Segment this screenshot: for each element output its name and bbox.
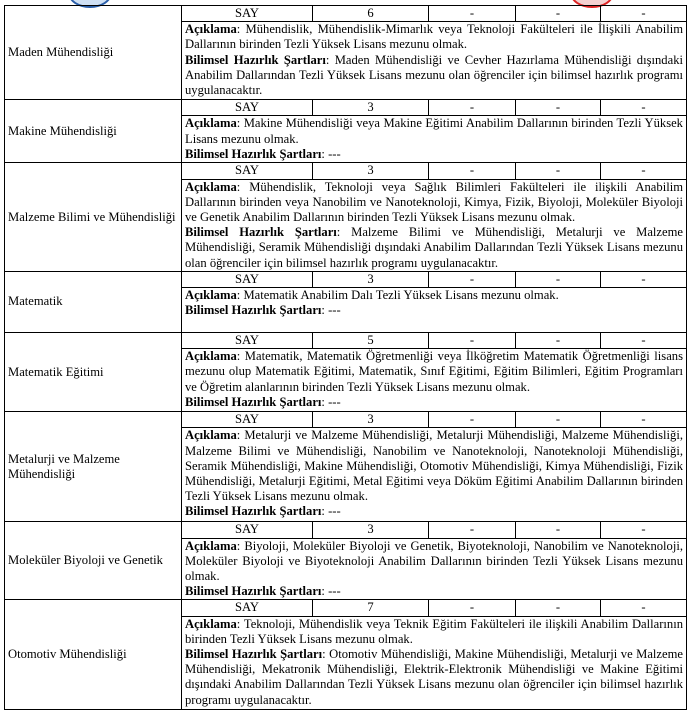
aciklama-paragraph: Açıklama: Matematik, Matematik Öğretmenliği veya İlköğretim Matematik Öğretmenliği lisans mezunu olup Matematik Eğitimi, Matematik, Sınıf Eğitimi, Eğitim Bilimleri, Eğitim Programları ve Öğretim alanlarının birinden Tezli Yüksek Lisans mezunu olmak. bbox=[185, 349, 683, 394]
score-type: SAY bbox=[182, 600, 313, 616]
aciklama-paragraph: Açıklama: Biyoloji, Moleküler Biyoloji ve Genetik, Biyoteknoloji, Nanobilim ve Nanoteknoloji, Moleküler Biyoloji ve Biyoteknoloji Anabilim Dallarının birinden Tezli Yüksek Lisans mezunu olmak. bbox=[185, 538, 683, 584]
quota: 3 bbox=[313, 412, 429, 428]
quota-col-3: - bbox=[429, 600, 516, 616]
aciklama-label: Açıklama bbox=[185, 116, 237, 131]
quota-col-4: - bbox=[516, 163, 601, 179]
score-type: SAY bbox=[182, 333, 313, 349]
program-name: Matematik bbox=[5, 271, 182, 332]
quota-col-5: - bbox=[601, 271, 687, 287]
bilimsel-paragraph: Bilimsel Hazırlık Şartları: Malzeme Bilimi ve Mühendisliği, Metalurji ve Malzeme Mühendisliği, Seramik Mühendisliği dışındaki Anabilim Dallarından Tezli Yüksek Lisans mezunu olan öğrenciler için bilimsel hazırlık programı uygulanacaktır. bbox=[185, 225, 683, 270]
bilimsel-text: Otomotiv Mühendisliği, Makine Mühendisliği, Metalurji ve Malzeme Mühendisliği, Mekatronik Mühendisliği, Elektrik-Elektronik Mühendisliği ve Makine Eğitimi dışındaki Anabilim Dallarından Tezli Yüksek Lisans mezunu olan öğrenciler için bilimsel hazırlık programı uygulanacaktır. bbox=[185, 647, 683, 707]
bilimsel-label: Bilimsel Hazırlık Şartları bbox=[185, 303, 322, 318]
aciklama-text: Teknoloji, Mühendislik veya Teknik Eğitim Fakülteleri ile ilişkili Anabilim Dallarının birinden Tezli Yüksek Lisans mezunu olmak. bbox=[185, 616, 683, 646]
program-description bbox=[182, 616, 687, 709]
program-name: Otomotiv Mühendisliği bbox=[5, 600, 182, 709]
program-description bbox=[182, 116, 687, 163]
quota: 3 bbox=[313, 163, 429, 179]
program-header-row bbox=[5, 271, 687, 287]
program-description bbox=[182, 22, 687, 100]
quota-col-3: - bbox=[429, 163, 516, 179]
bilimsel-label: Bilimsel Hazırlık Şartları bbox=[185, 647, 323, 662]
score-type: SAY bbox=[182, 6, 313, 22]
program-name: Maden Mühendisliği bbox=[5, 6, 182, 100]
aciklama-label: Açıklama bbox=[185, 288, 237, 303]
quota-col-4: - bbox=[516, 271, 601, 287]
score-type: SAY bbox=[182, 163, 313, 179]
quota-col-5: - bbox=[601, 600, 687, 616]
aciklama-label: Açıklama bbox=[185, 179, 237, 194]
quota: 3 bbox=[313, 522, 429, 538]
score-type: SAY bbox=[182, 522, 313, 538]
bilimsel-label: Bilimsel Hazırlık Şartları bbox=[185, 146, 322, 161]
program-header-row bbox=[5, 163, 687, 179]
program-name: Malzeme Bilimi ve Mühendisliği bbox=[5, 163, 182, 271]
score-type: SAY bbox=[182, 100, 313, 116]
quota-col-4: - bbox=[516, 333, 601, 349]
quota-col-3: - bbox=[429, 271, 516, 287]
quota-col-3: - bbox=[429, 522, 516, 538]
bilimsel-label: Bilimsel Hazırlık Şartları bbox=[185, 504, 322, 519]
quota-col-5: - bbox=[601, 412, 687, 428]
aciklama-paragraph: Açıklama: Metalurji ve Malzeme Mühendisliği, Metalurji Mühendisliği, Malzeme Mühendisliği, Malzeme Bilimi ve Mühendisliği, Nanobilim ve Nanoteknoloji, Nanoteknoloji Mühendisliği, Seramik Mühendisliği, Makine Mühendisliği, Otomotiv Mühendisliği, Kimya Mühendisliği, Fizik Mühendisliği, Metalurji Eğitimi, Metal Eğitimi veya Döküm Eğitimi Anabilim Dallarının birinden Tezli Yüksek Lisans mezunu olmak. bbox=[185, 428, 683, 504]
bilimsel-text: --- bbox=[328, 303, 341, 318]
bilimsel-paragraph: Bilimsel Hazırlık Şartları: --- bbox=[185, 146, 341, 161]
bilimsel-paragraph: Bilimsel Hazırlık Şartları: --- bbox=[185, 303, 341, 318]
aciklama-text: Biyoloji, Moleküler Biyoloji ve Genetik, Biyoteknoloji, Nanobilim ve Nanoteknoloji, Moleküler Biyoloji ve Biyoteknoloji Anabilim Dallarının birinden Tezli Yüksek Lisans mezunu olmak. bbox=[185, 538, 683, 584]
program-header-row bbox=[5, 600, 687, 616]
aciklama-paragraph: Açıklama: Mühendislik, Teknoloji veya Sağlık Bilimleri Fakülteleri ile ilişkili Anabilim Dallarının birinden veya Nanobilim ve Nanoteknoloji, Kimya, Fizik, Biyoloji, Moleküler Biyoloji ve Genetik Anabilim Dallarının birinden Tezli Yüksek Lisans mezunu olmak. bbox=[185, 179, 683, 225]
program-name: Metalurji ve Malzeme Mühendisliği bbox=[5, 412, 182, 522]
bilimsel-paragraph: Bilimsel Hazırlık Şartları: --- bbox=[185, 584, 341, 599]
quota-col-5: - bbox=[601, 333, 687, 349]
program-description bbox=[182, 179, 687, 271]
program-description bbox=[182, 428, 687, 522]
bilimsel-label: Bilimsel Hazırlık Şartları bbox=[185, 584, 322, 599]
quota-col-4: - bbox=[516, 522, 601, 538]
program-header-row bbox=[5, 522, 687, 538]
aciklama-text: Mühendislik, Mühendislik-Mimarlık veya Teknoloji Fakülteleri ile İlişkili Anabilim Dallarının birinden Tezli Yüksek Lisans mezunu olmak. bbox=[185, 22, 683, 52]
bilimsel-text: Maden Mühendisliği ve Cevher Hazırlama Mühendisliği dışındaki Anabilim Dallarından Tezli Yüksek Lisans mezunu olan öğrenciler için bilimsel hazırlık programı uygulanacaktır. bbox=[185, 52, 683, 98]
bilimsel-text: Malzeme Bilimi ve Mühendisliği, Metalurji ve Malzeme Mühendisliği, Seramik Mühendisliği dışındaki Anabilim Dallarından Tezli Yüksek Lisans mezunu olan öğrenciler için bilimsel hazırlık programı uygulanacaktır. bbox=[185, 225, 683, 270]
program-table bbox=[4, 5, 687, 710]
bilimsel-paragraph: Bilimsel Hazırlık Şartları: --- bbox=[185, 504, 341, 519]
aciklama-label: Açıklama bbox=[185, 22, 237, 37]
quota-col-3: - bbox=[429, 412, 516, 428]
aciklama-label: Açıklama bbox=[185, 616, 237, 631]
quota: 7 bbox=[313, 600, 429, 616]
program-header-row bbox=[5, 100, 687, 116]
bilimsel-text: --- bbox=[328, 584, 341, 599]
aciklama-text: Makine Mühendisliği veya Makine Eğitimi Anabilim Dallarının birinden Tezli Yüksek Lisans mezunu olmak. bbox=[185, 116, 683, 146]
aciklama-text: Matematik, Matematik Öğretmenliği veya İlköğretim Matematik Öğretmenliği lisans mezunu olup Matematik Eğitimi, Matematik, Sınıf Eğitimi, Eğitim Bilimleri, Eğitim Programları ve Öğretim alanlarının birinden Tezli Yüksek Lisans mezunu olmak. bbox=[185, 349, 683, 394]
quota: 3 bbox=[313, 100, 429, 116]
aciklama-text: Matematik Anabilim Dalı Tezli Yüksek Lisans mezunu olmak. bbox=[243, 288, 559, 303]
aciklama-text: Mühendislik, Teknoloji veya Sağlık Bilimleri Fakülteleri ile ilişkili Anabilim Dallarının birinden veya Nanobilim ve Nanoteknoloji, Kimya, Fizik, Biyoloji, Moleküler Biyoloji ve Genetik Anabilim Dallarının birinden Tezli Yüksek Lisans mezunu olmak. bbox=[185, 179, 683, 225]
quota: 5 bbox=[313, 333, 429, 349]
score-type: SAY bbox=[182, 271, 313, 287]
quota-col-4: - bbox=[516, 6, 601, 22]
quota-col-5: - bbox=[601, 522, 687, 538]
program-header-row bbox=[5, 333, 687, 349]
aciklama-label: Açıklama bbox=[185, 428, 237, 443]
program-header-row bbox=[5, 6, 687, 22]
aciklama-paragraph: Açıklama: Teknoloji, Mühendislik veya Teknik Eğitim Fakülteleri ile ilişkili Anabilim Dallarının birinden Tezli Yüksek Lisans mezunu olmak. bbox=[185, 616, 683, 646]
quota-col-5: - bbox=[601, 163, 687, 179]
quota-col-4: - bbox=[516, 600, 601, 616]
quota-col-5: - bbox=[601, 6, 687, 22]
bilimsel-paragraph: Bilimsel Hazırlık Şartları: Otomotiv Mühendisliği, Makine Mühendisliği, Metalurji ve Malzeme Mühendisliği, Mekatronik Mühendisliği, Elektrik-Elektronik Mühendisliği ve Makine Eğitimi dışındaki Anabilim Dallarından Tezli Yüksek Lisans mezunu olan öğrenciler için bilimsel hazırlık programı uygulanacaktır. bbox=[185, 647, 683, 707]
bilimsel-label: Bilimsel Hazırlık Şartları bbox=[185, 225, 337, 240]
bilimsel-text: --- bbox=[328, 394, 341, 409]
bilimsel-label: Bilimsel Hazırlık Şartları bbox=[185, 394, 322, 409]
aciklama-paragraph: Açıklama: Mühendislik, Mühendislik-Mimarlık veya Teknoloji Fakülteleri ile İlişkili Anabilim Dallarının birinden Tezli Yüksek Lisans mezunu olmak. bbox=[185, 22, 683, 52]
bilimsel-text: --- bbox=[328, 504, 341, 519]
quota-col-4: - bbox=[516, 412, 601, 428]
aciklama-paragraph: Açıklama: Matematik Anabilim Dalı Tezli Yüksek Lisans mezunu olmak. bbox=[185, 288, 559, 303]
quota-col-4: - bbox=[516, 100, 601, 116]
bilimsel-text: --- bbox=[328, 146, 341, 161]
quota-col-3: - bbox=[429, 6, 516, 22]
aciklama-text: Metalurji ve Malzeme Mühendisliği, Metalurji Mühendisliği, Malzeme Mühendisliği, Malzeme Bilimi ve Mühendisliği, Nanobilim ve Nanoteknoloji, Nanoteknoloji Mühendisliği, Seramik Mühendisliği, Makine Mühendisliği, Otomotiv Mühendisliği, Kimya Mühendisliği, Fizik Mühendisliği, Metalurji Eğitimi, Metal Eğitimi veya Döküm Eğitimi Anabilim Dallarının birinden Tezli Yüksek Lisans mezunu olmak. bbox=[185, 428, 683, 504]
program-header-row bbox=[5, 412, 687, 428]
bilimsel-paragraph: Bilimsel Hazırlık Şartları: --- bbox=[185, 394, 341, 409]
quota-col-3: - bbox=[429, 333, 516, 349]
quota-col-3: - bbox=[429, 100, 516, 116]
program-description bbox=[182, 538, 687, 600]
program-description bbox=[182, 288, 687, 333]
program-name: Matematik Eğitimi bbox=[5, 333, 182, 412]
aciklama-label: Açıklama bbox=[185, 538, 237, 553]
bilimsel-paragraph: Bilimsel Hazırlık Şartları: Maden Mühendisliği ve Cevher Hazırlama Mühendisliği dışındaki Anabilim Dallarından Tezli Yüksek Lisans mezunu olan öğrenciler için bilimsel hazırlık programı uygulanacaktır. bbox=[185, 52, 683, 98]
score-type: SAY bbox=[182, 412, 313, 428]
program-description bbox=[182, 349, 687, 412]
program-name: Makine Mühendisliği bbox=[5, 100, 182, 163]
aciklama-label: Açıklama bbox=[185, 349, 237, 364]
bilimsel-label: Bilimsel Hazırlık Şartları bbox=[185, 52, 326, 67]
quota-col-5: - bbox=[601, 100, 687, 116]
aciklama-paragraph: Açıklama: Makine Mühendisliği veya Makine Eğitimi Anabilim Dallarının birinden Tezli Yüksek Lisans mezunu olmak. bbox=[185, 116, 683, 146]
quota: 3 bbox=[313, 271, 429, 287]
program-name: Moleküler Biyoloji ve Genetik bbox=[5, 522, 182, 600]
quota: 6 bbox=[313, 6, 429, 22]
